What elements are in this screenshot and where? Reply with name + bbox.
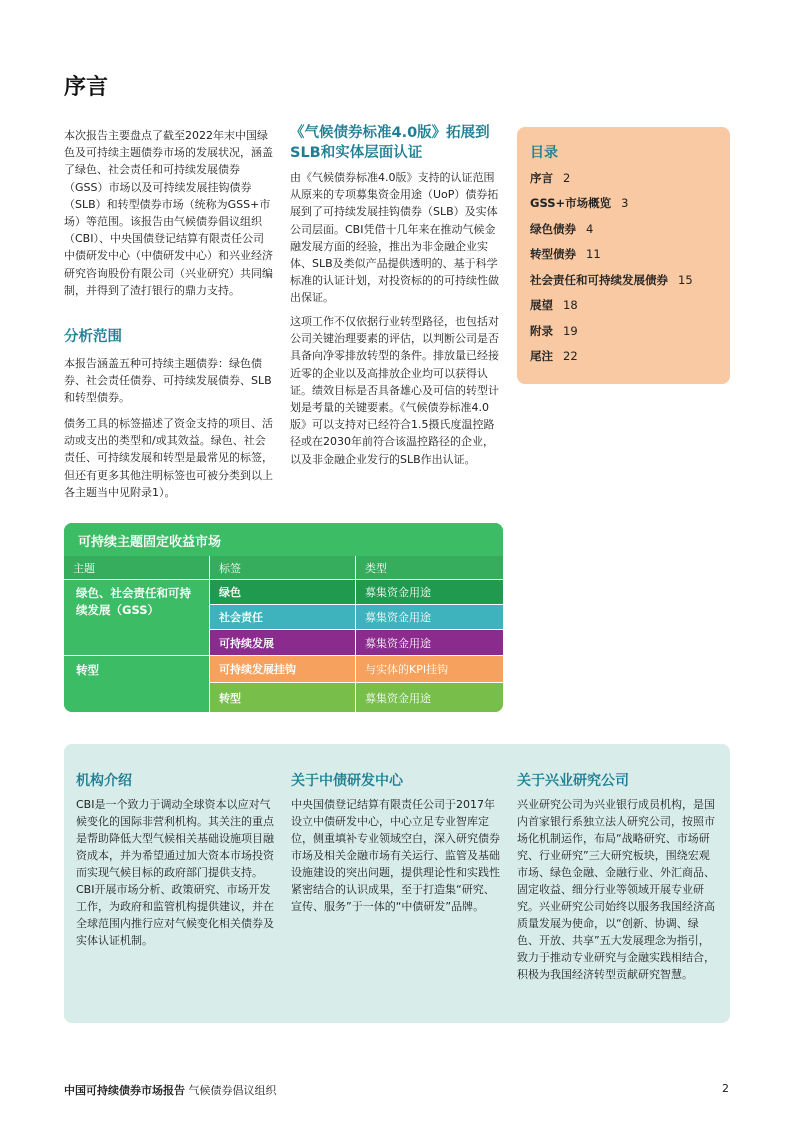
theme-gss-line-2: 续发展（GSS） [76, 603, 159, 617]
header-type: 类型 [356, 556, 503, 579]
table-divider [64, 579, 503, 580]
about-panel [64, 744, 730, 1023]
table-divider [355, 556, 356, 712]
toc-item-preface[interactable] [530, 170, 570, 186]
toc-item-label: 展望 [530, 298, 553, 312]
table-row-type: 募集资金用途 [356, 683, 503, 712]
toc-item-page: 3 [621, 196, 629, 210]
toc-item-outlook[interactable] [530, 297, 578, 313]
toc-item-page: 22 [563, 349, 578, 363]
toc-item-label: 序言 [530, 171, 553, 185]
table-title-bar [64, 523, 503, 556]
header-label: 标签 [210, 556, 355, 579]
cbi-heading: 机构介绍 [76, 773, 132, 789]
table-row-type: 募集资金用途 [356, 605, 503, 629]
footer-report-title: 中国可持续债券市场报告 [64, 1084, 185, 1097]
footer [64, 1082, 277, 1098]
cib-heading: 关于兴业研究公司 [517, 773, 629, 789]
page-title: 序言 [64, 75, 109, 100]
table-row-label: 社会责任 [210, 605, 355, 629]
cib-text: 兴业研究公司为兴业银行成员机构，是国内首家银行系独立法人研究公司，按照市场化机制运作，布局“战略研究、市场研究、行业研究”三大研究板块，围绕宏观市场、绿色金融、金融行业、外汇商品、固定收益、细分行业等领域开展专业研究。兴业研究公司始终以服务我国经济高质量发展为使命，以“创新、协调、绿色、开放、共享”五大发展理念为指引，致力于推动专业研究与金融实践相结合，积极为我国经济转型贡献研究智慧。 [517, 798, 715, 981]
intro-paragraph: 本次报告主要盘点了截至2022年末中国绿色及可持续主题债券市场的发展状况，涵盖了绿色、社会责任和可持续发展债券（GSS）市场以及可持续发展挂钩债券（SLB）和转型债券市场（统称为GSS+市场）等范围。该报告由气候债券倡议组织（CBI）、中央国债登记结算有限责任公司中债研发中心（中债研发中心）和兴业经济研究咨询股份有限公司（兴业研究）共同编制，并得到了渣打银行的鼎力支持。 [64, 129, 273, 297]
toc-item-endnotes[interactable] [530, 348, 578, 364]
table-of-contents [517, 127, 730, 384]
toc-item-page: 19 [563, 324, 578, 338]
table-divider [64, 655, 503, 656]
toc-item-label: 附录 [530, 324, 553, 338]
scope-paragraph-2: 债务工具的标签描述了资金支持的项目、活动或支出的类型和/或其效益。绿色、社会责任、可持续发展和转型是最常见的标签，但还有更多其他注明标签也可被分类到以上各主题当中见附录1）。 [64, 417, 273, 499]
toc-item-transition-bonds[interactable] [530, 246, 601, 262]
table-title: 可持续主题固定收益市场 [78, 535, 222, 550]
table-divider [210, 604, 503, 605]
theme-transition: 转型 [64, 656, 209, 712]
table-row-label: 可持续发展 [210, 630, 355, 655]
page-number: 2 [722, 1082, 729, 1095]
toc-item-social-sustainability[interactable] [530, 272, 693, 288]
cbs-heading-line-1: 《气候债券标准4.0版》拓展到 [290, 125, 490, 141]
toc-item-label: 转型债券 [530, 247, 576, 261]
footer-org: 气候债券倡议组织 [188, 1084, 277, 1097]
toc-item-page: 4 [586, 222, 594, 236]
cbs-paragraph-2: 这项工作不仅依据行业转型路径，也包括对公司关键治理要素的评估，以判断公司是否具备向净零排放转型的条件。排放量已经接近零的企业以及高排放企业均可以获得认证。绩效目标是否具备雄心及可信的转型计划是考量的关键要素。《气候债券标准4.0版》可以支持对已经符合1.5摄氏度温控路径或在2030年前符合该温控路径的企业，以及非金融企业发行的SLB作出认证。 [290, 315, 499, 466]
header-theme: 主题 [64, 556, 209, 579]
table-row-type: 募集资金用途 [356, 580, 503, 604]
table-row-label: 可持续发展挂钩 [210, 656, 355, 682]
table-row-label: 绿色 [210, 580, 355, 604]
scope-heading: 分析范围 [64, 329, 122, 345]
table-row-label: 转型 [210, 683, 355, 712]
toc-item-label: 绿色债券 [530, 222, 576, 236]
table-row-type: 与实体的KPI挂钩 [356, 656, 503, 682]
table-row-type: 募集资金用途 [356, 630, 503, 655]
theme-gss-line-1: 绿色、社会责任和可持 [76, 586, 191, 600]
toc-item-appendix[interactable] [530, 323, 578, 339]
theme-gss [64, 580, 209, 655]
toc-item-label: 尾注 [530, 349, 553, 363]
toc-item-green-bonds[interactable] [530, 221, 593, 237]
toc-item-page: 15 [678, 273, 693, 287]
table-divider [209, 556, 210, 712]
fixed-income-market-table [64, 523, 503, 712]
ccdc-text: 中央国债登记结算有限责任公司于2017年设立中债研发中心，中心立足专业智库定位，侧重填补专业领域空白，深入研究债券市场及相关金融市场有关运行、监管及基础设施建设的突出问题，提供理论性和实践性紧密结合的认识成果，至于打造集“研究、宣传、服务”于一体的“中债研发”品牌。 [291, 798, 500, 913]
cbs-heading [290, 123, 505, 163]
table-divider [210, 629, 503, 630]
toc-item-page: 11 [586, 247, 601, 261]
toc-item-page: 18 [563, 298, 578, 312]
toc-item-label: GSS+市场概览 [530, 196, 612, 210]
table-divider [210, 682, 503, 683]
cbs-heading-line-2: SLB和实体层面认证 [290, 145, 423, 161]
toc-item-page: 2 [563, 171, 571, 185]
toc-item-label: 社会责任和可持续发展债券 [530, 273, 668, 287]
cbi-text: CBI是一个致力于调动全球资本以应对气候变化的国际非营利机构。其关注的重点是帮助降低大型气候相关基础设施项目融资成本，并为希望通过加大资本市场投资而实现气候目标的政府部门提供支持。CBI开展市场分析、政策研究、市场开发工作，为政府和监管机构提供建议，并在全球范围内推行应对气候变化相关债券及实体认证机制。 [76, 798, 274, 947]
toc-item-overview[interactable] [530, 195, 628, 211]
scope-paragraph-1: 本报告涵盖五种可持续主题债券：绿色债券、社会责任债券、可持续发展债券、SLB和转型债券。 [64, 357, 272, 405]
cbs-paragraph-1: 由《气候债券标准4.0版》支持的认证范围从原来的专项募集资金用途（UoP）债券拓展到了可持续发展挂钩债券（SLB）及实体公司层面。CBI凭借十几年来在推动气候金融发展方面的经验，推出为非金融企业实体、SLB及类似产品提供透明的、基于科学标准的认证计划，对投资标的的可持续性做出保证。 [290, 171, 499, 305]
ccdc-heading: 关于中债研发中心 [291, 773, 403, 789]
toc-title: 目录 [530, 145, 558, 161]
